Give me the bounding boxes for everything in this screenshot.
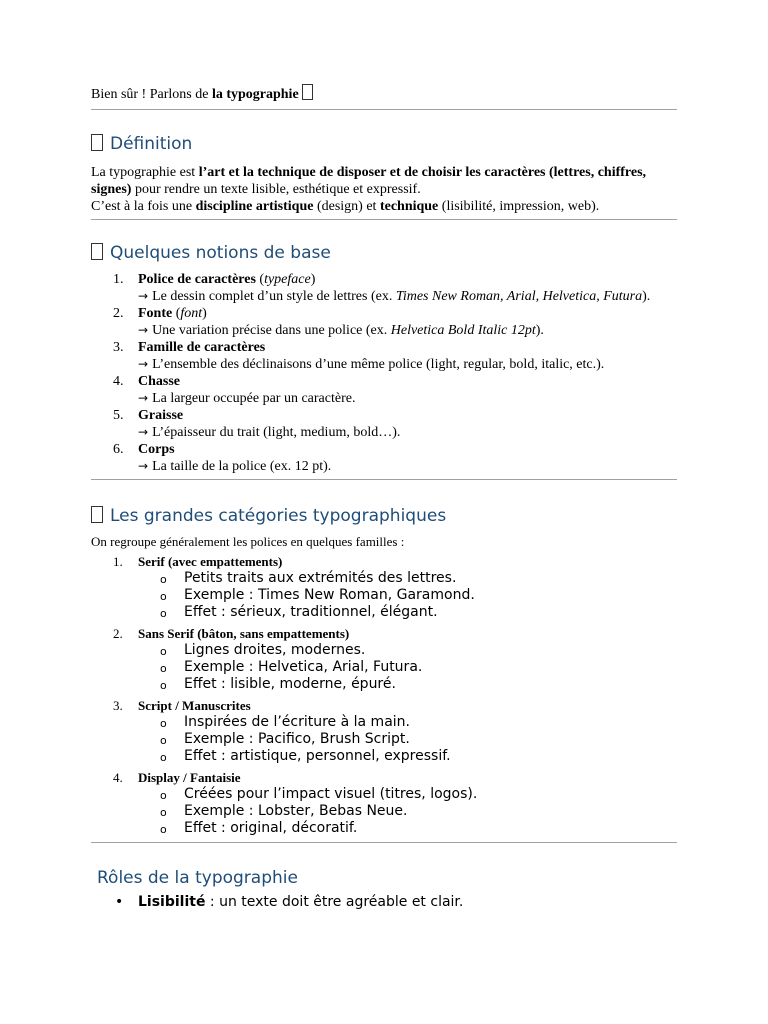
list-item	[91, 373, 677, 407]
category-title: Script / Manuscrites	[138, 698, 251, 713]
point-text: Exemple : Lobster, Bebas Neue.	[184, 803, 408, 819]
point-text: Exemple : Pacifico, Brush Script.	[184, 731, 410, 747]
category-title: Sans Serif (bâton, sans empattements)	[138, 626, 350, 641]
arrow-icon: →	[138, 289, 149, 303]
list-item	[91, 407, 677, 441]
point-text: Exemple : Times New Roman, Garamond.	[184, 587, 475, 603]
roles-heading	[91, 867, 677, 889]
bold-run: technique	[379, 199, 439, 214]
bullet-icon: o	[160, 734, 167, 747]
bullet-icon: o	[160, 717, 167, 730]
term: Police de caractères	[138, 272, 256, 287]
description-italic: Times New Roman, Arial, Helvetica, Futura	[395, 289, 643, 304]
sub-list-item	[138, 786, 677, 803]
description: ).	[642, 289, 651, 304]
arrow-icon: →	[138, 425, 149, 439]
text-run: (design) et	[313, 199, 380, 214]
sub-list-item	[138, 803, 677, 820]
intro-bold: la typographie	[211, 87, 299, 102]
list-number: 4.	[113, 374, 124, 389]
description: La taille de la police (ex. 12 pt).	[152, 459, 332, 474]
text-run: pour rendre un texte lisible, esthétique et expressif.	[131, 182, 421, 197]
point-text: Effet : original, décoratif.	[184, 820, 358, 836]
definition-heading	[91, 133, 677, 155]
heading-text: Les grandes catégories typographiques	[110, 506, 447, 526]
emoji-placeholder-icon	[91, 506, 103, 523]
bullet-icon: o	[160, 823, 167, 836]
bullet-icon: o	[160, 662, 167, 675]
list-number: 6.	[113, 442, 124, 457]
point-text: Effet : sérieux, traditionnel, élégant.	[184, 604, 438, 620]
intro-line	[91, 84, 677, 105]
sub-list-item	[138, 748, 677, 765]
bullet-icon: •	[115, 894, 124, 910]
description: Une variation précise dans une police (ex.	[152, 323, 391, 338]
description: L’épaisseur du trait (light, medium, bold…).	[152, 425, 401, 440]
sub-list-item	[138, 820, 677, 837]
notions-list	[91, 271, 677, 475]
sub-list-item	[138, 676, 677, 693]
point-text: Lignes droites, modernes.	[184, 642, 366, 658]
list-item	[91, 697, 677, 765]
sub-list-item	[138, 604, 677, 621]
point-text: Effet : artistique, personnel, expressif.	[184, 748, 451, 764]
intro-text: Bien sûr ! Parlons de	[91, 87, 212, 102]
description: La largeur occupée par un caractère.	[152, 391, 356, 406]
text-run: (lisibilité, impression, web).	[438, 199, 600, 214]
category-title: Serif (avec empattements)	[138, 554, 283, 569]
list-item	[91, 553, 677, 621]
sub-list	[138, 642, 677, 693]
categories-heading	[91, 505, 677, 527]
description: ).	[535, 323, 544, 338]
term: Corps	[138, 442, 175, 457]
term: Graisse	[138, 408, 184, 423]
bold-run: discipline artistique	[195, 199, 314, 214]
definition-paragraph	[91, 164, 677, 215]
text-run: La typographie est	[91, 165, 199, 180]
term: Fonte	[138, 306, 173, 321]
term: Lisibilité	[138, 894, 206, 910]
roles-list	[91, 892, 677, 912]
list-item	[91, 769, 677, 837]
list-item	[91, 339, 677, 373]
emoji-placeholder-icon	[302, 84, 313, 100]
list-item: 1. Police de caractères (typeface) → Le dessin complet d’un style de lettres (ex. Times New Roman, Arial, Helvetica, Futura).	[113, 272, 651, 304]
list-number: 1.	[113, 554, 123, 569]
text-run: C’est à la fois une	[91, 199, 196, 214]
bullet-icon: o	[160, 590, 167, 603]
gloss: font	[180, 306, 203, 321]
sub-list	[138, 714, 677, 765]
list-number: 3.	[113, 698, 123, 713]
term: Famille de caractères	[138, 340, 266, 355]
description: L’ensemble des déclinaisons d’une même police (light, regular, bold, italic, etc.).	[152, 357, 605, 372]
gloss: typeface	[264, 272, 311, 287]
list-number: 2.	[113, 626, 123, 641]
emoji-placeholder-icon	[91, 243, 103, 260]
arrow-icon: →	[138, 323, 149, 337]
arrow-icon: →	[138, 391, 149, 405]
list-item: 2. Fonte (font) → Une variation précise dans une police (ex. Helvetica Bold Italic 12pt).	[113, 306, 544, 338]
heading-text: Rôles de la typographie	[97, 868, 298, 888]
arrow-icon: →	[138, 459, 149, 473]
sub-list	[138, 570, 677, 621]
notions-heading	[91, 242, 677, 264]
point-text: Petits traits aux extrémités des lettres.	[184, 570, 457, 586]
sub-list-item	[138, 570, 677, 587]
categories-intro: On regroupe généralement les polices en quelques familles :	[91, 534, 405, 549]
heading-text: Définition	[110, 134, 193, 154]
point-text: Créées pour l’impact visuel (titres, logos).	[184, 786, 478, 802]
list-number: 4.	[113, 770, 123, 785]
description-italic: Helvetica Bold Italic 12pt	[390, 323, 536, 338]
point-text: Exemple : Helvetica, Arial, Futura.	[184, 659, 423, 675]
list-number: 5.	[113, 408, 124, 423]
sub-list-item	[138, 714, 677, 731]
category-title: Display / Fantaisie	[138, 770, 241, 785]
list-number: 3.	[113, 340, 124, 355]
bold-run: l’art et la technique de disposer et de choisir les caractères (lettres, chiffres, signes)	[91, 165, 647, 197]
bullet-icon: o	[160, 645, 167, 658]
point-text: Inspirées de l’écriture à la main.	[184, 714, 410, 730]
sub-list-item	[138, 587, 677, 604]
sub-list-item	[138, 642, 677, 659]
bullet-icon: o	[160, 607, 167, 620]
description: Le dessin complet d’un style de lettres (ex.	[152, 289, 396, 304]
term: Chasse	[138, 374, 181, 389]
sub-list	[138, 786, 677, 837]
bullet-icon: o	[160, 751, 167, 764]
bullet-icon: o	[160, 573, 167, 586]
emoji-placeholder-icon	[91, 134, 103, 151]
list-number: 2.	[113, 306, 124, 321]
list-number: 1.	[113, 272, 124, 287]
list-item	[91, 625, 677, 693]
arrow-icon: →	[138, 357, 149, 371]
bullet-icon: o	[160, 789, 167, 802]
list-item	[91, 892, 677, 912]
list-item	[91, 441, 677, 475]
sub-list-item	[138, 659, 677, 676]
sub-list-item	[138, 731, 677, 748]
bullet-icon: o	[160, 679, 167, 692]
point-text: Effet : lisible, moderne, épuré.	[184, 676, 396, 692]
description: : un texte doit être agréable et clair.	[205, 894, 464, 910]
heading-text: Quelques notions de base	[110, 243, 331, 263]
categories-list	[91, 553, 677, 837]
document-content	[91, 84, 677, 912]
bullet-icon: o	[160, 806, 167, 819]
